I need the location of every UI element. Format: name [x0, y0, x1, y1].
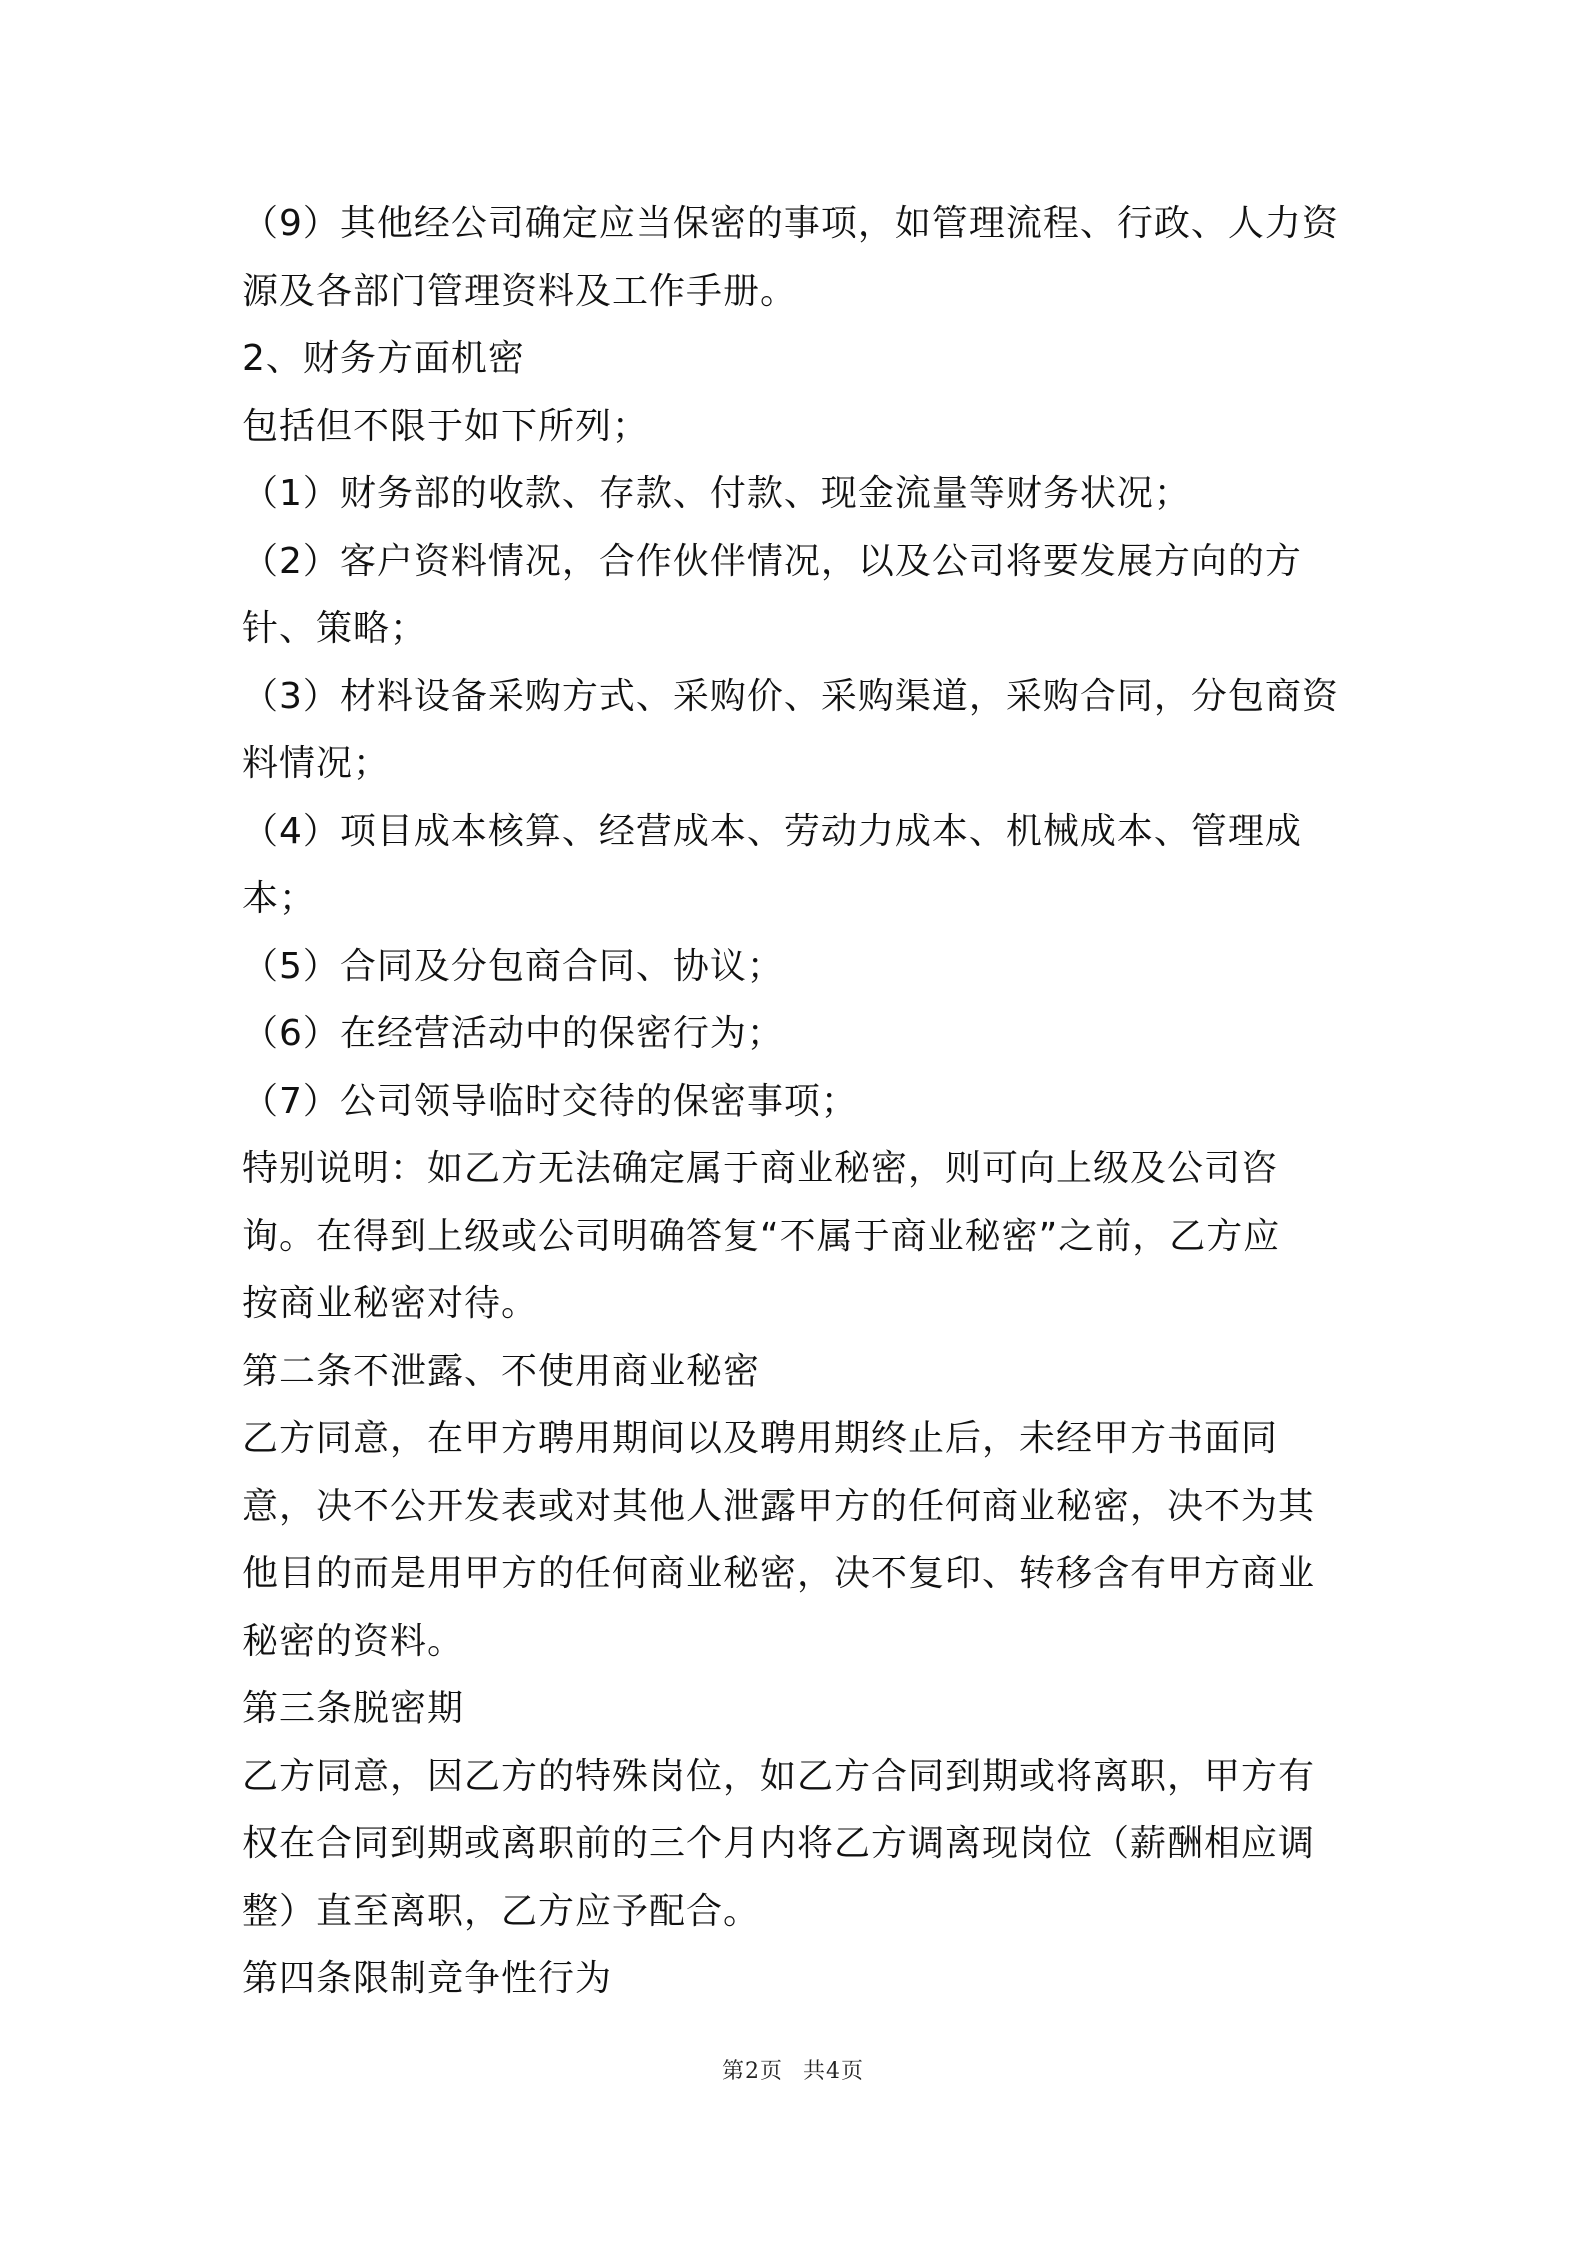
text-line: 针、策略； [242, 608, 428, 649]
article-heading: 第四条限制竞争性行为 [242, 1958, 613, 1999]
text-line: 特别说明：如乙方无法确定属于商业秘密，则可向上级及公司咨 [242, 1148, 1279, 1189]
text-line: 按商业秘密对待。 [242, 1283, 539, 1324]
list-item: （6）在经营活动中的保密行为； [242, 1013, 784, 1054]
list-item: （5）合同及分包商合同、协议； [242, 945, 784, 987]
list-item: （4）项目成本核算、经营成本、劳动力成本、机械成本、管理成 [242, 810, 1302, 852]
list-item: （2）客户资料情况，合作伙伴情况，以及公司将要发展方向的方 [242, 540, 1302, 582]
page-number: 第2页 [722, 2059, 783, 2084]
document-body [242, 190, 1362, 2013]
text-line: 包括但不限于如下所列； [242, 405, 650, 447]
text-line: 料情况； [242, 743, 391, 784]
text-line: 他目的而是用甲方的任何商业秘密，决不复印、转移含有甲方商业 [242, 1553, 1316, 1594]
list-item: （3）材料设备采购方式、采购价、采购渠道，采购合同，分包商资 [242, 675, 1339, 717]
page-footer [0, 2054, 1586, 2085]
section-heading: 2、财务方面机密 [242, 338, 525, 379]
text-line: 询。在得到上级或公司明确答复“不属于商业秘密”之前，乙方应 [242, 1215, 1281, 1257]
text-line: 乙方同意，在甲方聘用期间以及聘用期终止后，未经甲方书面同 [242, 1418, 1279, 1459]
article-heading: 第三条脱密期 [242, 1688, 465, 1729]
list-item: （1）财务部的收款、存款、付款、现金流量等财务状况； [242, 473, 1191, 514]
page-total: 共4页 [803, 2059, 864, 2084]
text-line: （9）其他经公司确定应当保密的事项，如管理流程、行政、人力资 [242, 203, 1339, 244]
text-line: 乙方同意，因乙方的特殊岗位，如乙方合同到期或将离职，甲方有 [242, 1755, 1316, 1797]
article-heading: 第二条不泄露、不使用商业秘密 [242, 1350, 761, 1392]
text-line: 整）直至离职，乙方应予配合。 [242, 1890, 761, 1932]
text-line: 源及各部门管理资料及工作手册。 [242, 270, 798, 312]
text-line: 权在合同到期或离职前的三个月内将乙方调离现岗位（薪酬相应调 [242, 1823, 1316, 1864]
text-line: 秘密的资料。 [242, 1620, 465, 1662]
text-line: 本； [242, 878, 317, 919]
text-line: 意，决不公开发表或对其他人泄露甲方的任何商业秘密，决不为其 [242, 1485, 1316, 1527]
list-item: （7）公司领导临时交待的保密事项； [242, 1080, 858, 1122]
